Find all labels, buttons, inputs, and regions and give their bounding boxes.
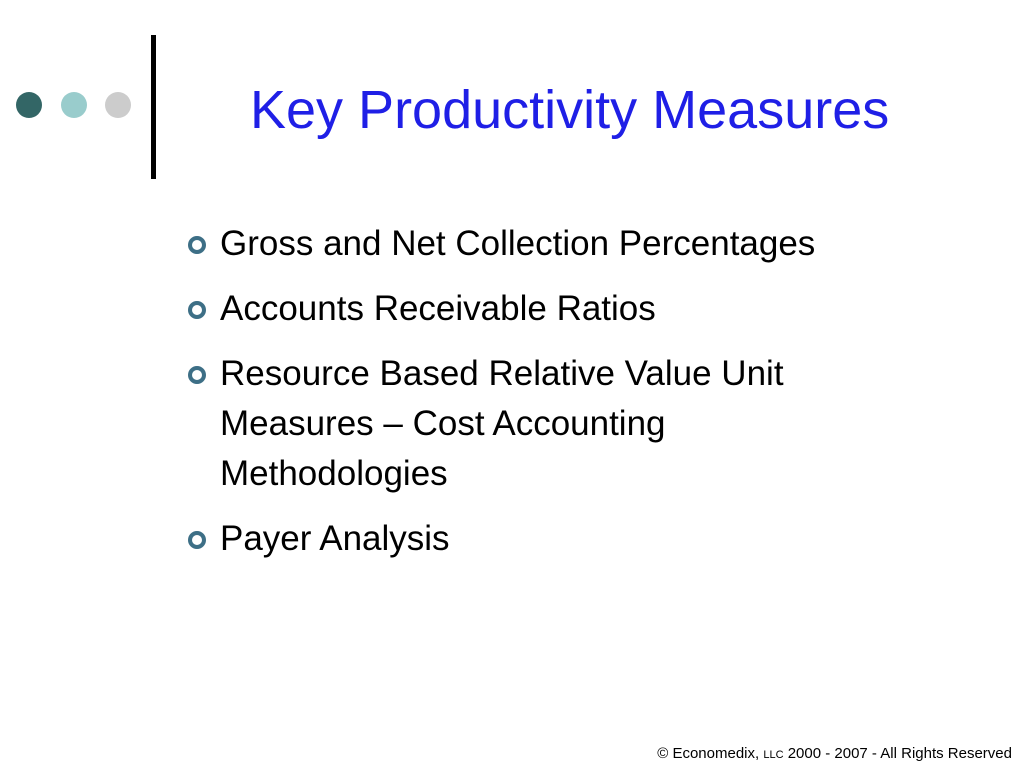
decorative-dots (16, 92, 136, 122)
bullet-item (180, 284, 980, 334)
footer-suffix: 2000 - 2007 - All Rights Reserved (783, 745, 1012, 762)
copyright-footer (657, 745, 1012, 762)
bullet-text-line: Methodologies (220, 454, 448, 493)
bullet-item (180, 514, 980, 564)
dot-dark-icon (16, 92, 42, 118)
footer-prefix: © Economedix, (657, 745, 764, 762)
footer-llc: LLC (763, 749, 784, 761)
bullet-circle-icon (188, 236, 206, 254)
bullet-item (180, 219, 980, 269)
bullet-circle-icon (188, 531, 206, 549)
bullet-text-line: Resource Based Relative Value Unit (220, 354, 784, 393)
bullet-text-line: Accounts Receivable Ratios (220, 289, 656, 328)
bullet-text-line: Measures – Cost Accounting (220, 404, 666, 443)
bullet-circle-icon (188, 301, 206, 319)
slide-title: Key Productivity Measures (250, 80, 890, 140)
dot-gray-icon (105, 92, 131, 118)
bullet-text-line: Payer Analysis (220, 519, 450, 558)
bullet-circle-icon (188, 366, 206, 384)
bullet-item (180, 349, 980, 499)
bullet-text-line: Gross and Net Collection Percentages (220, 224, 816, 263)
dot-teal-icon (61, 92, 87, 118)
bullet-list (180, 219, 980, 579)
title-divider-line (151, 35, 156, 179)
